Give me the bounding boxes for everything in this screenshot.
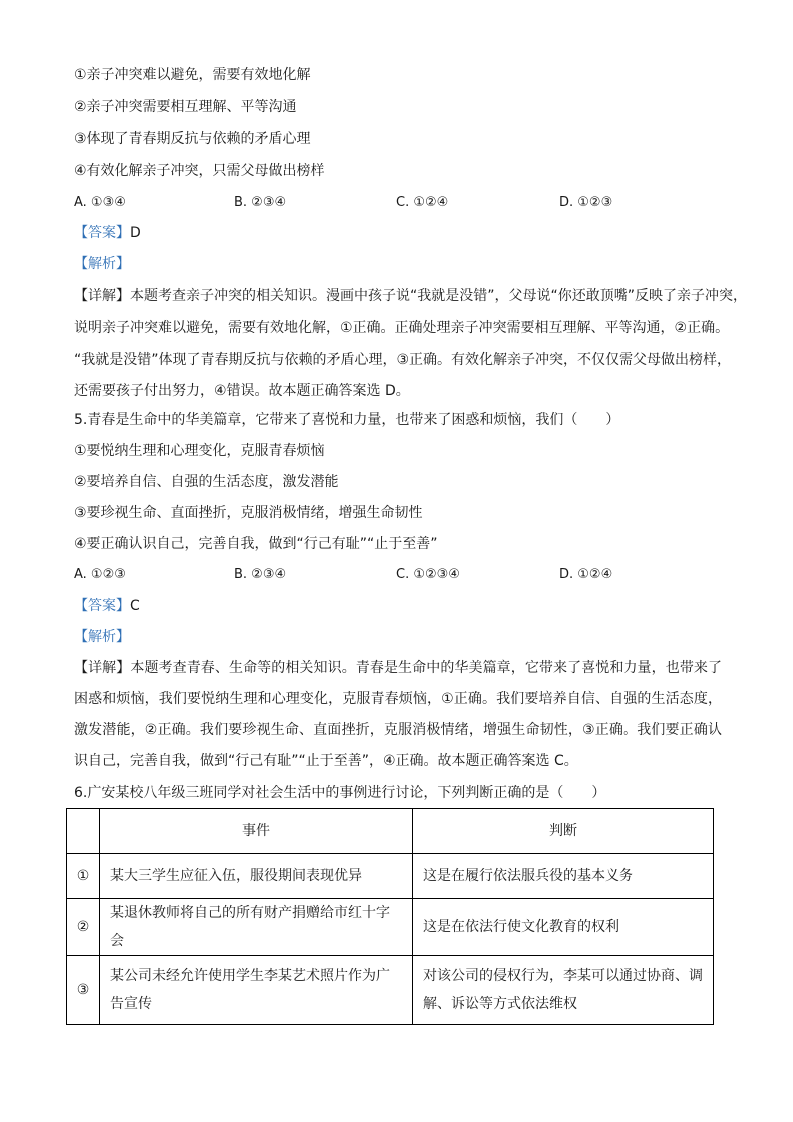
q4-option-a: A. ①③④ (74, 195, 126, 210)
answer-label: 【答案】 (74, 225, 130, 241)
q4-option-b: B. ②③④ (234, 195, 287, 210)
table-header-judgment: 判断 (413, 809, 714, 854)
table-row (67, 899, 714, 956)
row-event: 某退休教师将自己的所有财产捐赠给市红十字会 (100, 899, 413, 956)
q4-detail-line-1 (74, 286, 748, 306)
row-num: ② (67, 899, 100, 956)
detail-label: 【详解】 (74, 288, 130, 304)
q4-option-c: C. ①②④ (396, 195, 449, 210)
row-num: ① (67, 854, 100, 899)
q5-detail-line-1 (74, 658, 722, 678)
table-row (67, 956, 714, 1025)
q4-statement-2: ②亲子冲突需要相互理解、平等沟通 (74, 99, 297, 115)
detail-text: 本题考查亲子冲突的相关知识。漫画中孩子说“我就是没错”，父母说“你还敢顶嘴”反映了亲子冲突， (130, 288, 748, 304)
q5-detail-line-2: 困惑和烦恼，我们要悦纳生理和心理变化，克服青春烦恼，①正确。我们要培养自信、自强的生活态度， (74, 691, 722, 707)
q4-analysis-label: 【解析】 (74, 256, 130, 272)
q5-analysis-label: 【解析】 (74, 629, 130, 645)
q5-statement-2: ②要培养自信、自强的生活态度，激发潜能 (74, 474, 339, 490)
answer-label: 【答案】 (74, 598, 130, 614)
q4-option-d: D. ①②③ (559, 195, 613, 210)
table-row (67, 854, 714, 899)
answer-value: D (130, 225, 141, 241)
q5-statement-3: ③要珍视生命、直面挫折，克服消极情绪，增强生命韧性 (74, 505, 423, 521)
row-num: ③ (67, 956, 100, 1025)
row-judgment: 这是在依法行使文化教育的权利 (413, 899, 714, 956)
q5-detail-line-3: 激发潜能，②正确。我们要珍视生命、直面挫折，克服消极情绪，增强生命韧性，③正确。我们要正确认 (74, 722, 722, 738)
row-event: 某公司未经允许使用学生李某艺术照片作为广告宣传 (100, 956, 413, 1025)
row-event: 某大三学生应征入伍，服役期间表现优异 (100, 854, 413, 899)
q5-option-d: D. ①②④ (559, 567, 613, 582)
q4-statement-1: ①亲子冲突难以避免，需要有效地化解 (74, 67, 311, 83)
row-judgment: 对该公司的侵权行为，李某可以通过协商、调解、诉讼等方式依法维权 (413, 956, 714, 1025)
q5-statement-4: ④要正确认识自己，完善自我，做到“行己有耻”“止于至善” (74, 536, 438, 552)
q4-statement-4: ④有效化解亲子冲突，只需父母做出榜样 (74, 163, 325, 179)
q4-statement-3: ③体现了青春期反抗与依赖的矛盾心理 (74, 131, 311, 147)
detail-label: 【详解】 (74, 660, 131, 676)
q5-statement-1: ①要悦纳生理和心理变化，克服青春烦恼 (74, 443, 325, 459)
table-header-num (67, 809, 100, 854)
answer-value: C (130, 598, 140, 614)
q5-answer (74, 596, 140, 616)
table-header-event: 事件 (100, 809, 413, 854)
q4-detail-line-4: 还需要孩子付出努力，④错误。故本题正确答案选 D。 (74, 383, 410, 399)
q6-event-table (66, 808, 714, 1025)
q4-detail-line-3: “我就是没错”体现了青春期反抗与依赖的矛盾心理，③正确。有效化解亲子冲突，不仅仅需父母做出榜样， (74, 352, 732, 368)
q5-option-a: A. ①②③ (74, 567, 126, 582)
q5-option-c: C. ①②③④ (396, 567, 460, 582)
detail-text: 本题考查青春、生命等的相关知识。青春是生命中的华美篇章，它带来了喜悦和力量，也带来了 (130, 660, 723, 676)
q6-question: 6.广安某校八年级三班同学对社会生活中的事例进行讨论，下列判断正确的是（ ） (74, 785, 606, 801)
q5-question: 5.青春是生命中的华美篇章，它带来了喜悦和力量，也带来了困惑和烦恼，我们（ ） (74, 412, 620, 428)
q5-option-b: B. ②③④ (234, 567, 287, 582)
q5-detail-line-4: 识自己，完善自我，做到“行己有耻”“止于至善”，④正确。故本题正确答案选 C。 (74, 753, 578, 769)
q4-detail-line-2: 说明亲子冲突难以避免，需要有效地化解，①正确。正确处理亲子冲突需要相互理解、平等沟通，②正确。 (74, 320, 730, 336)
row-judgment: 这是在履行依法服兵役的基本义务 (413, 854, 714, 899)
table-header-row (67, 809, 714, 854)
q4-answer (74, 223, 141, 243)
